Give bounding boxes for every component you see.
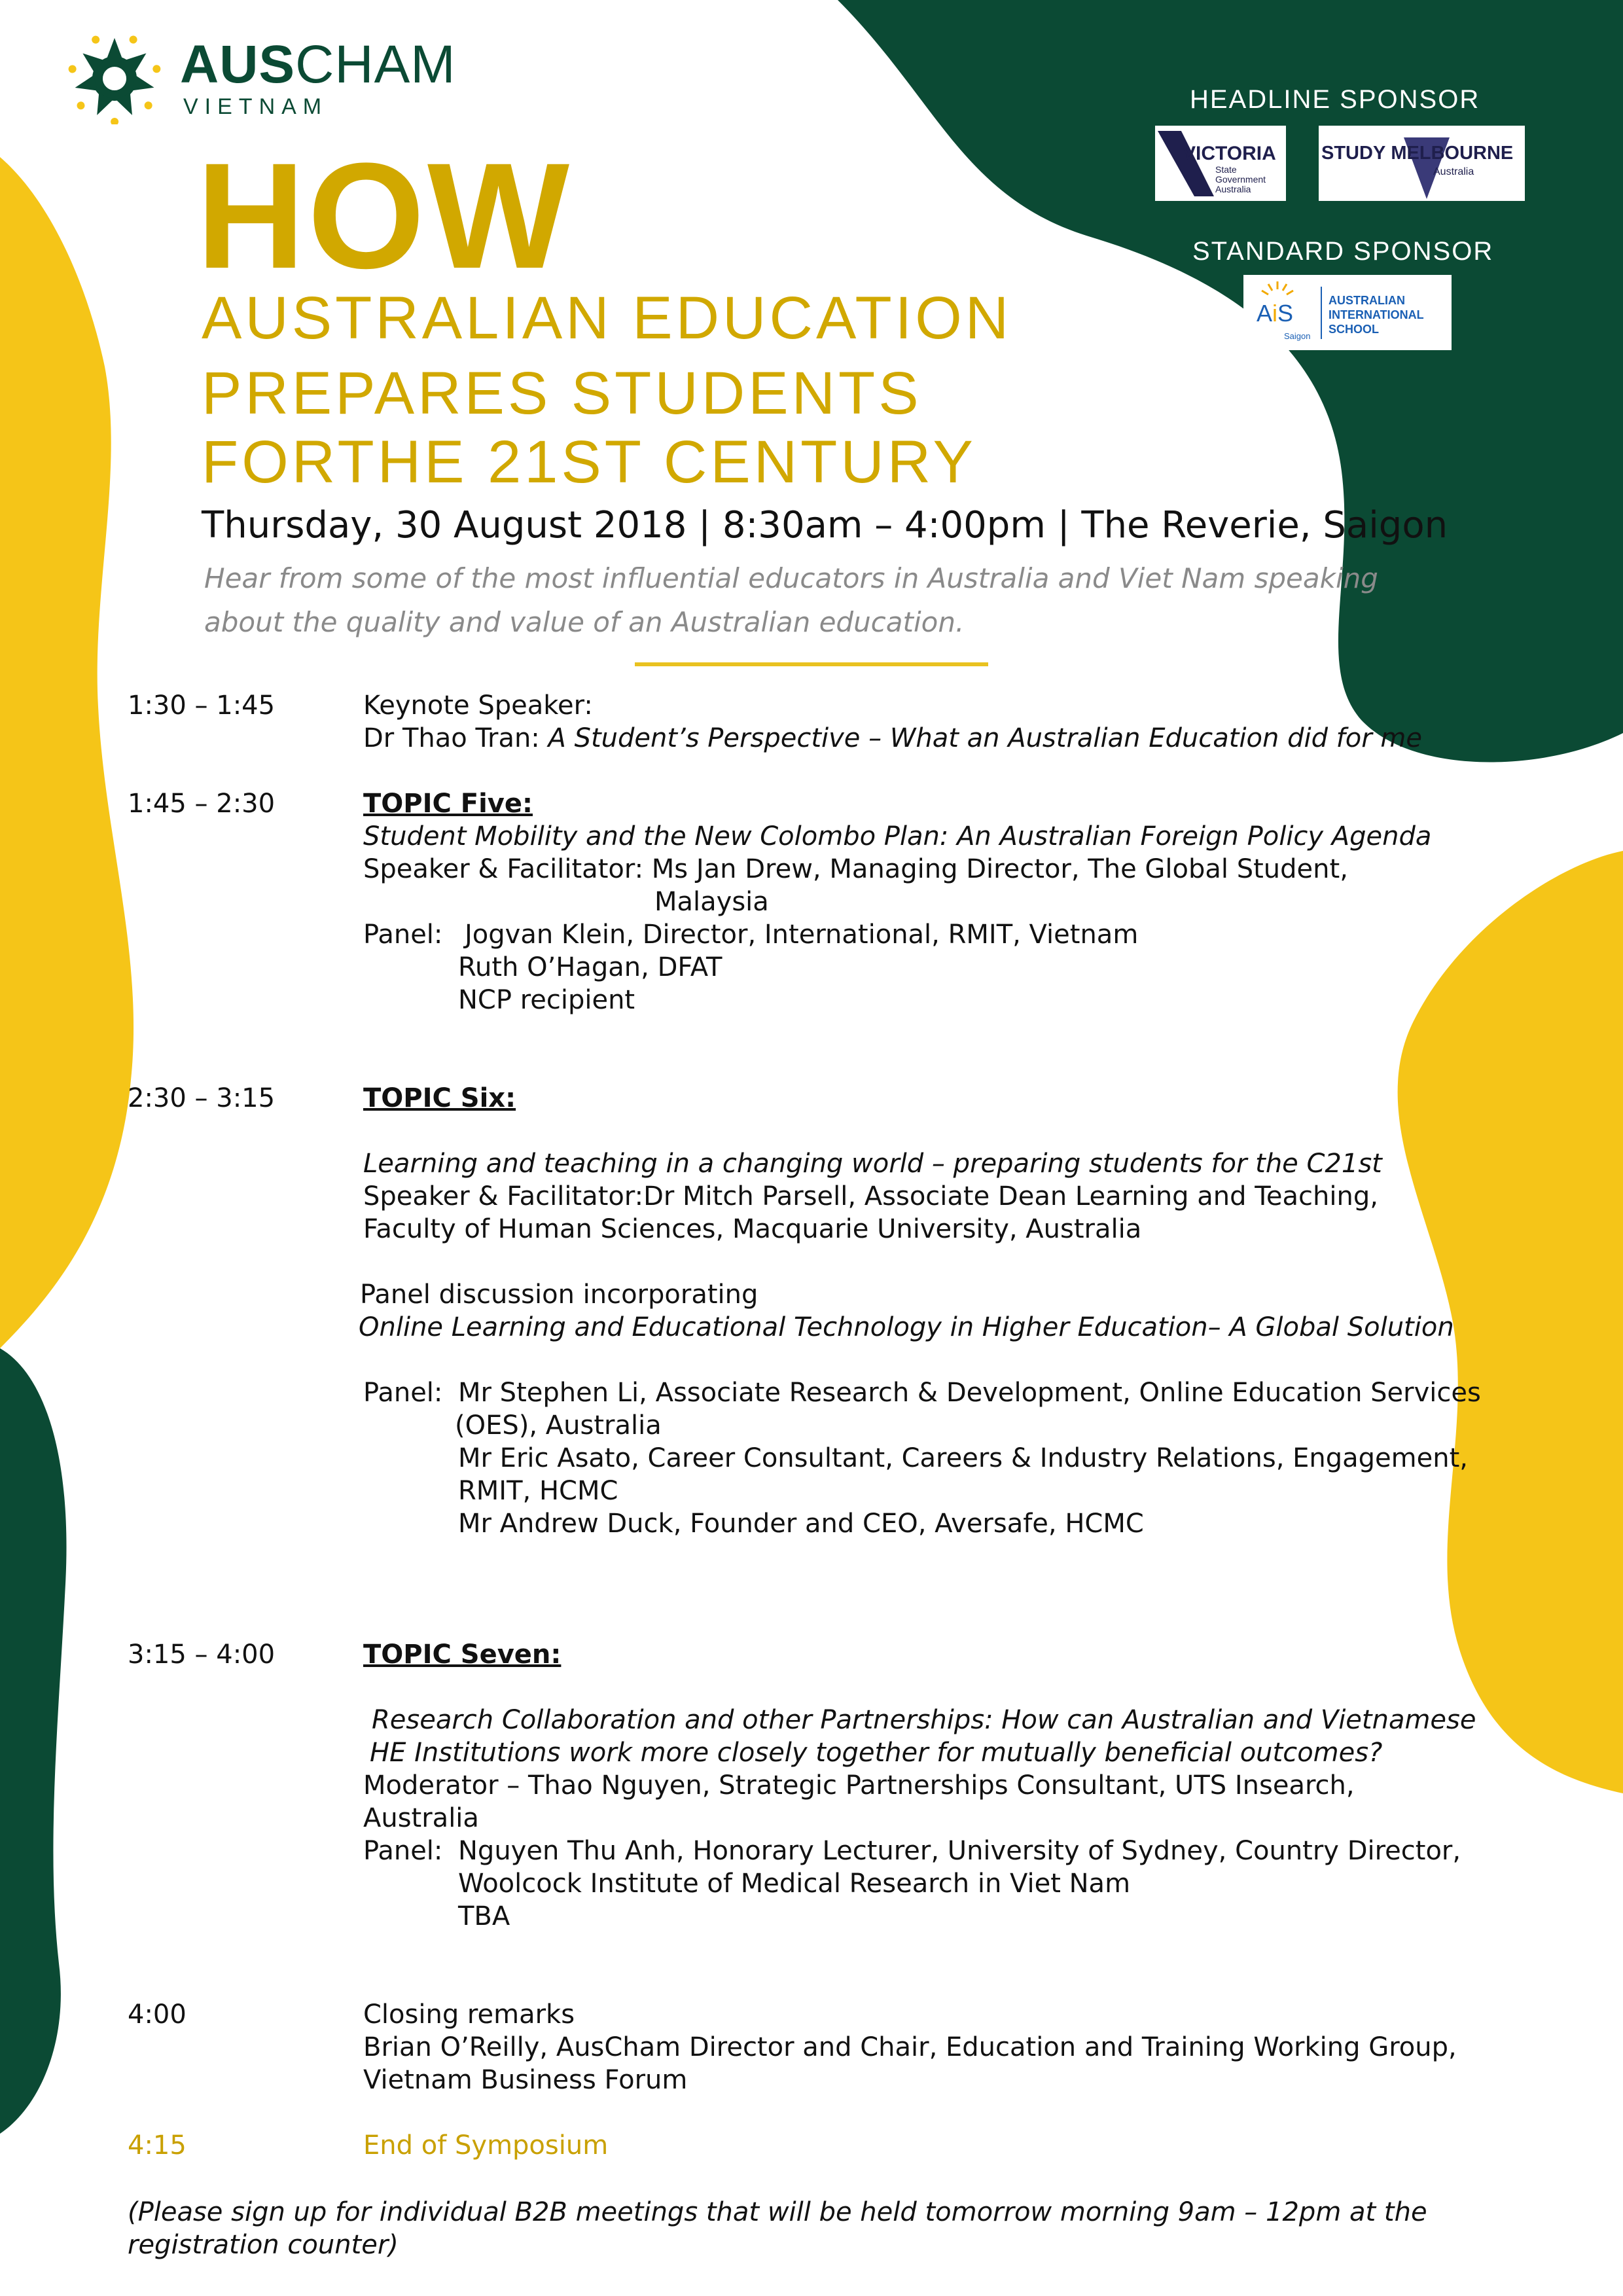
- keynote-speaker: Dr Thao Tran: A Student’s Perspective – What an Australian Education did for me: [363, 723, 1422, 753]
- auscham-logo: [65, 26, 456, 124]
- topic6-facilitator: Speaker & Facilitator:Dr Mitch Parsell, Associate Dean Learning and Teaching,: [363, 1181, 1378, 1211]
- topic6-panel-2: Mr Eric Asato, Career Consultant, Careers & Industry Relations, Engagement,: [458, 1443, 1468, 1473]
- topic5-panel-2: Ruth O’Hagan, DFAT: [458, 952, 722, 982]
- topic7-panel-label: Panel:: [363, 1836, 443, 1866]
- victoria-sponsor-logo: VICTORIA State Government Australia: [1155, 126, 1286, 201]
- ais-sponsor-logo: AiS Saigon AUSTRALIAN INTERNATIONAL SCHOOL: [1243, 275, 1452, 350]
- keynote-heading: Keynote Speaker:: [363, 691, 593, 721]
- topic6-panel-intro: Panel discussion incorporating: [360, 1280, 758, 1310]
- closing-heading: Closing remarks: [363, 2000, 575, 2030]
- topic5-heading: TOPIC Five:: [363, 789, 533, 819]
- topic7-moderator-cont: Australia: [363, 1803, 479, 1833]
- topic6-panel-3: Mr Andrew Duck, Founder and CEO, Aversafe, HCMC: [458, 1509, 1144, 1539]
- topic6-facilitator-cont: Faculty of Human Sciences, Macquarie University, Australia: [363, 1214, 1142, 1244]
- topic7-title-2: HE Institutions work more closely together for mutually beneficial outcomes?: [370, 1738, 1383, 1768]
- closing-time: 4:00: [128, 2000, 187, 2030]
- end-time: 4:15: [128, 2130, 187, 2161]
- topic5-title: Student Mobility and the New Colombo Plan: An Australian Foreign Policy Agenda: [363, 821, 1432, 852]
- topic5-panel-3: NCP recipient: [458, 985, 635, 1015]
- topic5-time: 1:45 – 2:30: [128, 789, 276, 819]
- topic6-panel-1-cont: (OES), Australia: [455, 1410, 662, 1441]
- star-burst-icon: [65, 33, 164, 124]
- topic5-facilitator-cont: Malaysia: [654, 887, 769, 917]
- keynote-time: 1:30 – 1:45: [128, 691, 276, 721]
- title-line-2: PREPARES STUDENTS: [202, 360, 922, 427]
- topic6-panel-1: Mr Stephen Li, Associate Research & Development, Online Education Services: [458, 1378, 1481, 1408]
- topic6-panel-label: Panel:: [363, 1378, 443, 1408]
- topic6-time: 2:30 – 3:15: [128, 1083, 276, 1113]
- event-dateline: Thursday, 30 August 2018 | 8:30am – 4:00pm | The Reverie, Saigon: [202, 504, 1448, 547]
- headline-sponsor-label: HEADLINE SPONSOR: [1190, 85, 1480, 114]
- green-blob-left: [0, 1348, 67, 2134]
- topic7-time: 3:15 – 4:00: [128, 1640, 276, 1670]
- title-line-3: FORTHE 21ST CENTURY: [202, 429, 976, 495]
- footnote: (Please sign up for individual B2B meetings that will be held tomorrow morning 9am – 12pm at the registration counter): [128, 2197, 1427, 2260]
- topic6-panel-topic: Online Learning and Educational Technology in Higher Education– A Global Solution: [359, 1312, 1454, 1342]
- end-label: End of Symposium: [363, 2130, 609, 2161]
- topic7-title-1: Research Collaboration and other Partnerships: How can Australian and Vietnamese: [372, 1705, 1476, 1735]
- topic6-heading: TOPIC Six:: [363, 1083, 516, 1113]
- topic7-panel-1-cont: Woolcock Institute of Medical Research in Viet Nam: [458, 1869, 1131, 1899]
- logo-wordmark: AUSCHAM: [180, 35, 456, 94]
- title-how: HOW: [196, 132, 573, 300]
- topic7-moderator: Moderator – Thao Nguyen, Strategic Partnerships Consultant, UTS Insearch,: [363, 1770, 1355, 1801]
- topic5-facilitator: Speaker & Facilitator: Ms Jan Drew, Managing Director, The Global Student,: [363, 854, 1348, 884]
- study-melbourne-sponsor-logo: STUDY MELBOURNE Australia: [1319, 126, 1525, 201]
- topic5-panel-1: Jogvan Klein, Director, International, RMIT, Vietnam: [465, 920, 1139, 950]
- title-line-1: AUSTRALIAN EDUCATION: [202, 285, 1012, 351]
- divider: [635, 662, 988, 666]
- yellow-blob-left: [0, 157, 134, 1348]
- topic5-panel-label: Panel:: [363, 920, 443, 950]
- standard-sponsor-label: STANDARD SPONSOR: [1192, 237, 1494, 266]
- closing-speaker-1: Brian O’Reilly, AusCham Director and Chair, Education and Training Working Group,: [363, 2032, 1457, 2062]
- logo-country: VIETNAM: [183, 94, 329, 119]
- topic6-panel-2-cont: RMIT, HCMC: [458, 1476, 618, 1506]
- topic6-title: Learning and teaching in a changing world – preparing students for the C21st: [363, 1149, 1382, 1179]
- event-intro: Hear from some of the most influential educators in Australia and Viet Nam speaking about the quality and value of an Australian education.: [204, 562, 1378, 638]
- topic7-panel-2: TBA: [458, 1901, 510, 1931]
- topic7-panel-1: Nguyen Thu Anh, Honorary Lecturer, University of Sydney, Country Director,: [458, 1836, 1461, 1866]
- closing-speaker-2: Vietnam Business Forum: [363, 2065, 688, 2095]
- topic7-heading: TOPIC Seven:: [363, 1640, 562, 1670]
